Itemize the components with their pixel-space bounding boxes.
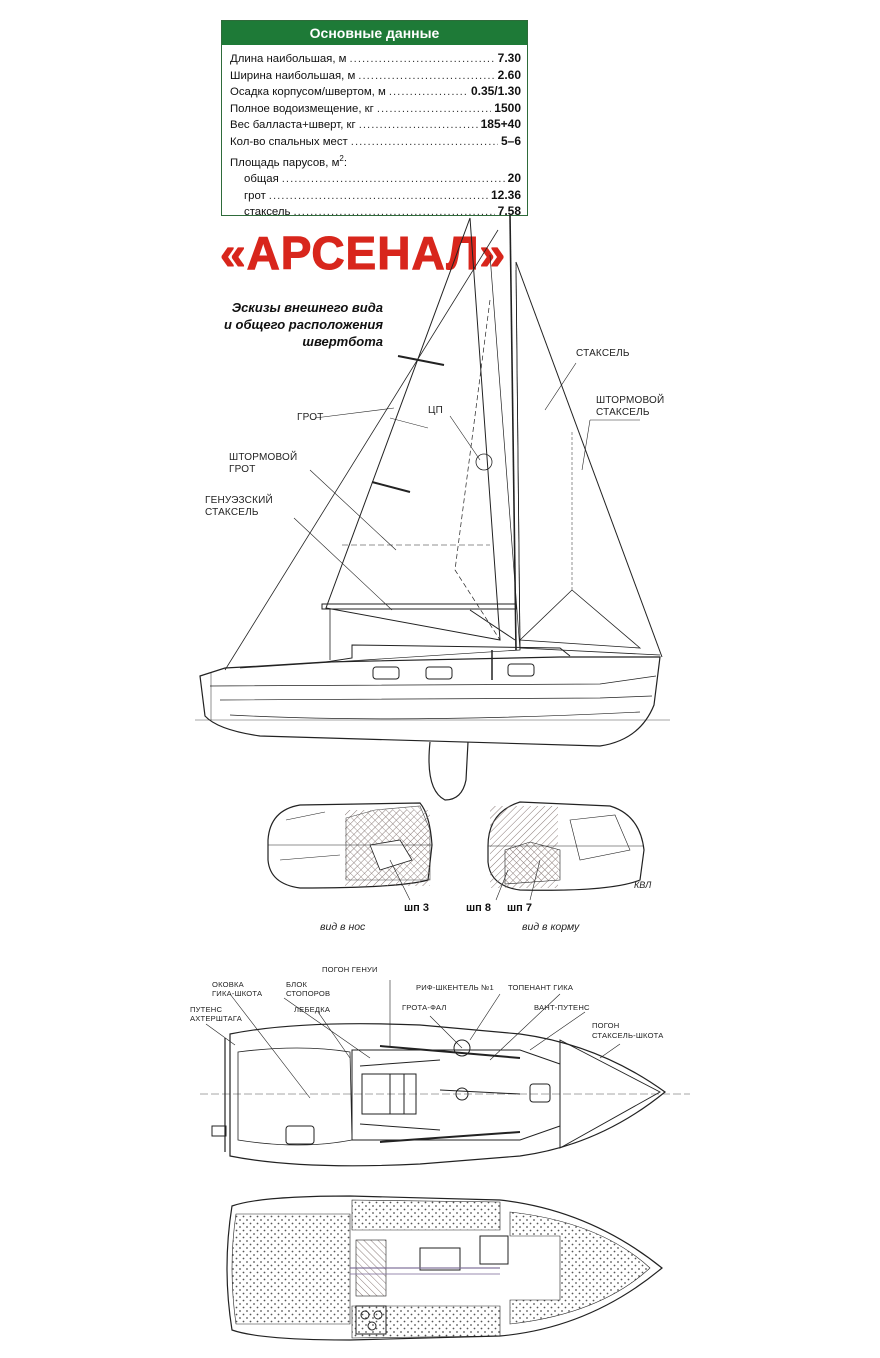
sails-heading-tail: :	[343, 156, 348, 169]
sail-value: 20	[507, 170, 521, 185]
spec-label: Осадка корпусом/швертом, м	[230, 86, 386, 99]
cp-circle	[476, 454, 492, 470]
sails-heading-sup: 2	[339, 153, 344, 163]
label-blok-1: БЛОК	[286, 980, 308, 989]
label-shp7: шп 7	[507, 902, 532, 914]
label-putens-2: АХТЕРШТАГА	[190, 1014, 242, 1023]
hull	[200, 657, 660, 746]
spec-value: 2.60	[497, 67, 521, 82]
spec-label: Вес балласта+шверт, кг	[230, 119, 356, 132]
label-grota-fal: ГРОТА-ФАЛ	[402, 1003, 447, 1012]
caption-view-bow: вид в нос	[320, 921, 366, 933]
caption-view-stern: вид в корму	[522, 921, 580, 933]
spec-value: 185+40	[480, 117, 521, 132]
accommodation-plan	[227, 1196, 662, 1340]
sail-label: стаксель	[244, 206, 291, 219]
spec-label: Ширина наибольшая, м	[230, 69, 356, 82]
window	[426, 667, 452, 679]
sail-value: 12.36	[490, 187, 521, 202]
sail-label: грот	[244, 189, 266, 202]
leader	[545, 363, 576, 410]
spec-label: Длина наибольшая, м	[230, 53, 347, 65]
label-pogon-genui: ПОГОН ГЕНУИ	[322, 965, 378, 974]
spec-value: 7.30	[497, 51, 521, 65]
leader	[450, 416, 480, 460]
batten	[398, 356, 444, 365]
section-view-bow	[268, 803, 432, 900]
leader	[294, 518, 392, 610]
window	[373, 667, 399, 679]
subtitle-line: Эскизы внешнего вида	[231, 300, 383, 315]
waterline	[230, 712, 640, 719]
label-topenant: ТОПЕНАНТ ГИКА	[508, 983, 574, 992]
section-view-stern	[488, 802, 644, 900]
spec-value: 0.35/1.30	[470, 84, 521, 99]
jib-sail	[516, 270, 660, 655]
rub-line	[220, 696, 652, 700]
spec-value: 5–6	[500, 133, 521, 148]
label-shp8: шп 8	[466, 902, 491, 914]
label-lebedka: ЛЕБЕДКА	[294, 1005, 331, 1014]
label-shp3: шп 3	[404, 902, 429, 914]
label-storm-staksel-2: СТАКСЕЛЬ	[596, 407, 650, 418]
side-profile	[195, 215, 670, 800]
label-genoa-2: СТАКСЕЛЬ	[205, 507, 259, 518]
window	[508, 664, 534, 676]
label-cp: ЦП	[428, 405, 443, 416]
mainsail	[326, 218, 500, 640]
label-kvl: КВЛ	[634, 880, 652, 890]
centreboard	[429, 742, 468, 800]
label-pogon-staksel-2: СТАКСЕЛЬ-ШКОТА	[592, 1031, 664, 1040]
spec-label: Кол-во спальных мест	[230, 135, 348, 148]
sails-heading-text: Площадь парусов, м	[230, 156, 340, 169]
label-grot: ГРОТ	[297, 412, 324, 423]
spec-value: 1500	[494, 100, 521, 115]
spec-label: Полное водоизмещение, кг	[230, 102, 374, 115]
label-rif: РИФ-ШКЕНТЕЛЬ №1	[416, 983, 494, 992]
label-storm-grot-2: ГРОТ	[229, 464, 256, 475]
sail-value: 7.58	[497, 204, 521, 219]
forestay	[516, 262, 665, 657]
label-blok-2: СТОПОРОВ	[286, 989, 331, 998]
label-storm-grot-1: ШТОРМОВОЙ	[229, 452, 298, 463]
batten	[390, 418, 428, 428]
specs-header: Основные данные	[222, 21, 527, 45]
sheer-line	[210, 676, 656, 686]
label-storm-staksel-1: ШТОРМОВОЙ	[596, 395, 665, 406]
label-vant-putens: ВАНТ-ПУТЕНС	[534, 1003, 590, 1012]
yacht-title: «АРСЕНАЛ»	[220, 227, 507, 279]
label-staksel: СТАКСЕЛЬ	[576, 348, 630, 359]
storm-main	[455, 300, 500, 640]
label-okovka-2: ГИКА-ШКОТА	[212, 989, 263, 998]
batten	[372, 482, 410, 492]
storm-jib	[520, 590, 640, 648]
label-pogon-staksel-1: ПОГОН	[592, 1021, 620, 1030]
sail-label: общая	[244, 172, 279, 185]
leader	[310, 470, 396, 550]
label-okovka-1: ОКОВКА	[212, 980, 244, 989]
label-genoa-1: ГЕНУЭЗСКИЙ	[205, 495, 273, 506]
boom	[322, 604, 516, 609]
subtitle-line: и общего расположения	[224, 317, 383, 332]
subtitle-line: швертбота	[302, 334, 383, 349]
label-putens-1: ПУТЕНС	[190, 1005, 223, 1014]
